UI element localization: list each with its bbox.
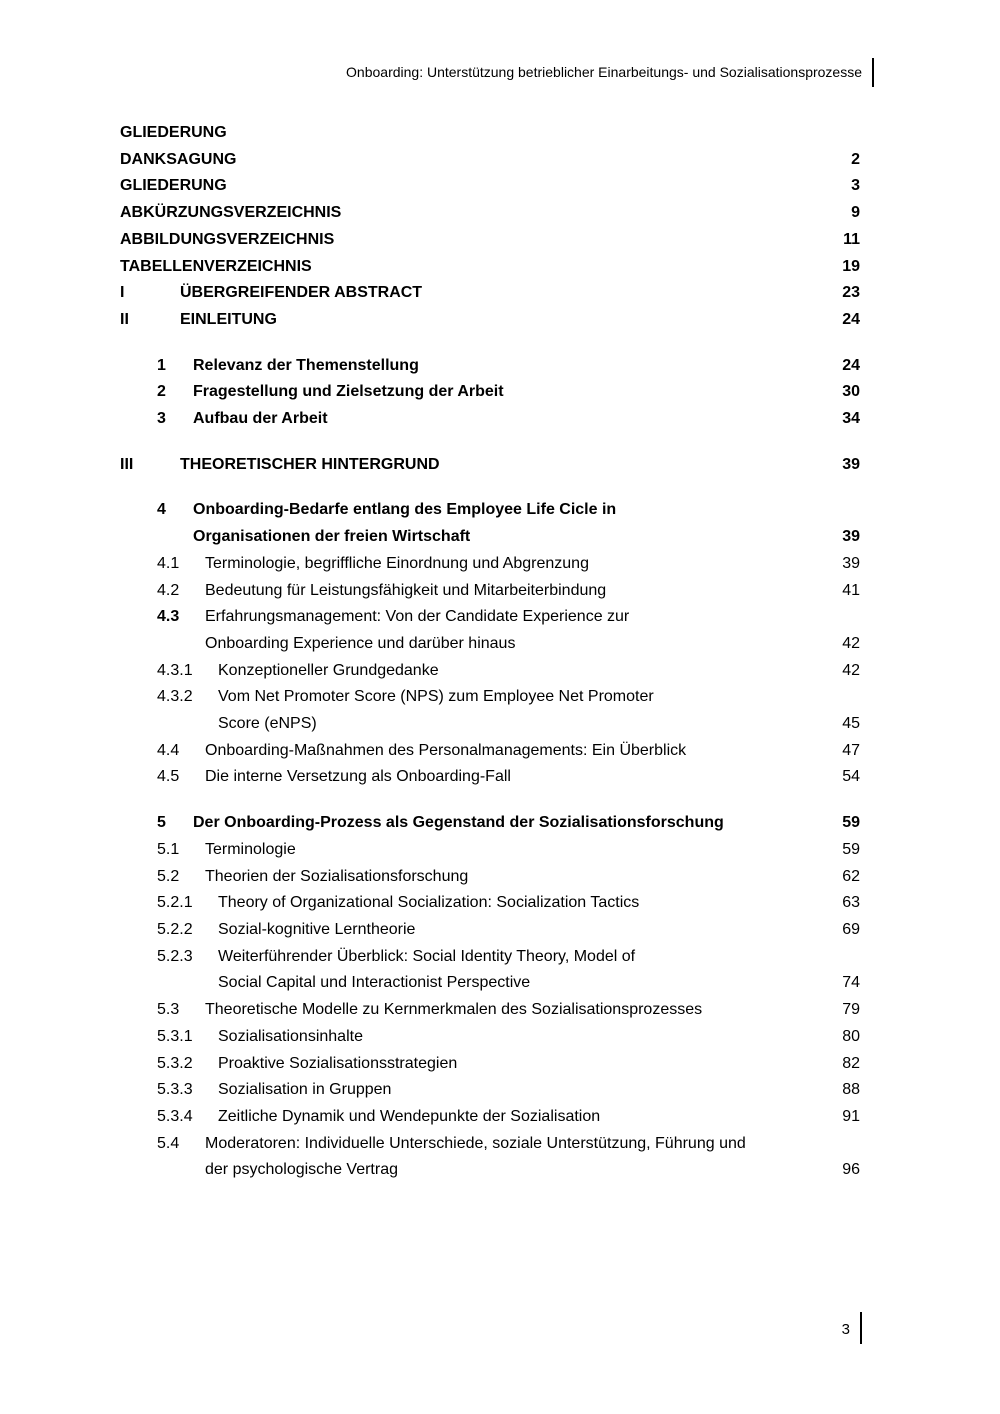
toc-entry-line: Sozialisationsinhalte bbox=[218, 1027, 363, 1045]
toc-entry-label bbox=[193, 379, 824, 406]
toc-entry-number: 5 bbox=[157, 814, 166, 832]
toc-entry-page: 80 bbox=[842, 1027, 860, 1045]
toc-entry bbox=[120, 864, 860, 891]
toc-list bbox=[120, 147, 860, 1184]
toc-entry-label bbox=[218, 684, 824, 737]
toc-entry-line: ÜBERGREIFENDER ABSTRACT bbox=[180, 284, 423, 302]
toc-entry-line: Theory of Organizational Socialization: Socialization Tactics bbox=[218, 894, 640, 912]
toc-entry bbox=[120, 684, 860, 737]
toc-entry-number: 2 bbox=[157, 383, 166, 401]
toc-entry-line: THEORETISCHER HINTERGRUND bbox=[180, 455, 440, 473]
toc-entry bbox=[120, 497, 860, 550]
toc-entry-number: 5.1 bbox=[157, 840, 180, 858]
toc-entry-number: 4.3.2 bbox=[157, 688, 193, 706]
toc-entry-number: 4.1 bbox=[157, 554, 180, 572]
toc-entry-line: Der Onboarding-Prozess als Gegenstand der Sozialisationsforschung bbox=[193, 814, 724, 832]
toc-entry-label bbox=[218, 658, 824, 685]
toc-entry-number: 4.4 bbox=[157, 741, 180, 759]
toc-entry bbox=[120, 1077, 860, 1104]
running-header: Onboarding: Unterstützung betrieblicher Einarbeitungs- und Sozialisationsprozesse bbox=[346, 64, 862, 80]
toc-entry-page: 41 bbox=[842, 581, 860, 599]
toc-entry-page: 63 bbox=[842, 894, 860, 912]
toc-entry-page: 62 bbox=[842, 867, 860, 885]
toc-entry-line: Onboarding-Maßnahmen des Personalmanagements: Ein Überblick bbox=[205, 741, 687, 759]
toc-entry bbox=[120, 578, 860, 605]
toc-entry-line: Sozialisation in Gruppen bbox=[218, 1081, 392, 1099]
toc-entry-line: Relevanz der Themenstellung bbox=[193, 356, 419, 374]
toc-entry-label bbox=[120, 227, 824, 254]
toc-entry-label bbox=[193, 406, 824, 433]
toc-entry bbox=[120, 917, 860, 944]
toc-entry-number: 5.2.2 bbox=[157, 920, 193, 938]
toc-entry-line: GLIEDERUNG bbox=[120, 177, 227, 195]
toc-entry-label bbox=[218, 890, 824, 917]
toc-entry-line: ABBILDUNGSVERZEICHNIS bbox=[120, 230, 335, 248]
toc-entry-page: 30 bbox=[842, 383, 860, 401]
toc-entry-label bbox=[180, 307, 824, 334]
toc-entry-label bbox=[218, 1024, 824, 1051]
toc-entry bbox=[120, 200, 860, 227]
toc-entry bbox=[120, 379, 860, 406]
toc-entry-number: 4 bbox=[157, 501, 166, 519]
toc-entry-page: 23 bbox=[842, 284, 860, 302]
table-of-contents bbox=[120, 120, 860, 1184]
toc-entry-label bbox=[205, 837, 824, 864]
toc-entry-number: 4.3 bbox=[157, 608, 180, 626]
toc-entry-page: 42 bbox=[842, 661, 860, 679]
toc-entry bbox=[120, 452, 860, 479]
toc-entry-label bbox=[120, 200, 824, 227]
toc-entry-label bbox=[205, 764, 824, 791]
toc-entry bbox=[120, 604, 860, 657]
toc-entry bbox=[120, 307, 860, 334]
toc-entry-line: Erfahrungsmanagement: Von der Candidate Experience zur bbox=[205, 608, 630, 626]
toc-entry-number: 3 bbox=[157, 410, 166, 428]
toc-entry-page: 42 bbox=[842, 634, 860, 652]
toc-entry-page: 82 bbox=[842, 1054, 860, 1072]
toc-entry-line: Score (eNPS) bbox=[218, 715, 317, 733]
toc-entry bbox=[120, 1051, 860, 1078]
toc-entry bbox=[120, 837, 860, 864]
toc-entry-label bbox=[205, 1131, 824, 1184]
toc-entry-page: 24 bbox=[842, 356, 860, 374]
toc-entry-label bbox=[218, 944, 824, 997]
toc-entry-line: Social Capital und Interactionist Perspective bbox=[218, 974, 531, 992]
toc-entry-number: 4.5 bbox=[157, 768, 180, 786]
toc-entry-label bbox=[180, 452, 824, 479]
toc-entry-label bbox=[193, 810, 824, 837]
toc-entry-page: 3 bbox=[851, 177, 860, 195]
toc-entry-line: Onboarding Experience und darüber hinaus bbox=[205, 634, 516, 652]
toc-entry-number: 4.3.1 bbox=[157, 661, 193, 679]
toc-entry-page: 59 bbox=[842, 840, 860, 858]
toc-entry-page: 39 bbox=[842, 554, 860, 572]
toc-entry-line: Fragestellung und Zielsetzung der Arbeit bbox=[193, 383, 504, 401]
toc-entry-line: Terminologie, begriffliche Einordnung und Abgrenzung bbox=[205, 554, 589, 572]
toc-entry-label bbox=[180, 280, 824, 307]
toc-entry-line: Organisationen der freien Wirtschaft bbox=[193, 528, 471, 546]
toc-entry bbox=[120, 227, 860, 254]
toc-entry-line: ABKÜRZUNGSVERZEICHNIS bbox=[120, 204, 342, 222]
toc-entry-label bbox=[120, 147, 824, 174]
toc-entry-line: Sozial-kognitive Lerntheorie bbox=[218, 920, 416, 938]
toc-entry-label bbox=[205, 551, 824, 578]
toc-entry-line: Terminologie bbox=[205, 840, 296, 858]
toc-entry-label bbox=[218, 917, 824, 944]
toc-entry-label bbox=[205, 578, 824, 605]
toc-entry-number: 5.2.1 bbox=[157, 894, 193, 912]
toc-entry-page: 59 bbox=[842, 814, 860, 832]
toc-entry-line: Proaktive Sozialisationsstrategien bbox=[218, 1054, 458, 1072]
toc-entry-page: 91 bbox=[842, 1107, 860, 1125]
toc-entry bbox=[120, 147, 860, 174]
toc-entry-line: Bedeutung für Leistungsfähigkeit und Mitarbeiterbindung bbox=[205, 581, 607, 599]
toc-entry bbox=[120, 173, 860, 200]
toc-entry-page: 79 bbox=[842, 1001, 860, 1019]
toc-entry-page: 39 bbox=[842, 455, 860, 473]
header-rule bbox=[872, 58, 874, 87]
toc-entry-number: 5.3.1 bbox=[157, 1027, 193, 1045]
toc-entry-page: 11 bbox=[843, 230, 860, 248]
toc-entry-page: 45 bbox=[842, 715, 860, 733]
toc-entry-label bbox=[120, 173, 824, 200]
toc-entry-number: 5.3.3 bbox=[157, 1081, 193, 1099]
toc-entry-number: 5.2.3 bbox=[157, 947, 193, 965]
toc-entry bbox=[120, 1024, 860, 1051]
toc-entry-label bbox=[218, 1051, 824, 1078]
toc-entry bbox=[120, 658, 860, 685]
toc-entry-line: Theoretische Modelle zu Kernmerkmalen des Sozialisationsprozesses bbox=[205, 1001, 703, 1019]
toc-entry-page: 69 bbox=[842, 920, 860, 938]
toc-entry-page: 34 bbox=[842, 410, 860, 428]
toc-entry-page: 88 bbox=[842, 1081, 860, 1099]
toc-entry-page: 2 bbox=[851, 150, 860, 168]
toc-entry-line: TABELLENVERZEICHNIS bbox=[120, 257, 312, 275]
toc-entry-line: DANKSAGUNG bbox=[120, 150, 237, 168]
toc-entry bbox=[120, 890, 860, 917]
toc-entry-label bbox=[205, 738, 824, 765]
toc-entry-page: 24 bbox=[842, 310, 860, 328]
toc-entry-number: 5.2 bbox=[157, 867, 180, 885]
toc-entry-page: 54 bbox=[842, 768, 860, 786]
toc-entry-label bbox=[193, 497, 824, 550]
toc-entry bbox=[120, 764, 860, 791]
toc-entry-line: Vom Net Promoter Score (NPS) zum Employee Net Promoter bbox=[218, 688, 654, 706]
toc-entry-line: Konzeptioneller Grundgedanke bbox=[218, 661, 439, 679]
toc-entry-label bbox=[205, 864, 824, 891]
toc-entry bbox=[120, 353, 860, 380]
toc-entry-line: Aufbau der Arbeit bbox=[193, 410, 328, 428]
toc-entry-number: 5.3.4 bbox=[157, 1107, 193, 1125]
toc-entry bbox=[120, 1131, 860, 1184]
toc-entry-label bbox=[205, 997, 824, 1024]
toc-entry bbox=[120, 551, 860, 578]
toc-entry-line: Die interne Versetzung als Onboarding-Fall bbox=[205, 768, 511, 786]
toc-entry-number: 5.4 bbox=[157, 1134, 180, 1152]
toc-entry-label bbox=[120, 254, 824, 281]
footer-rule bbox=[860, 1312, 862, 1344]
toc-entry bbox=[120, 810, 860, 837]
toc-entry bbox=[120, 280, 860, 307]
toc-entry-line: Theorien der Sozialisationsforschung bbox=[205, 867, 469, 885]
toc-entry bbox=[120, 738, 860, 765]
toc-entry-number: I bbox=[120, 284, 125, 302]
toc-entry-page: 74 bbox=[842, 974, 860, 992]
toc-entry bbox=[120, 1104, 860, 1131]
toc-entry-label bbox=[218, 1104, 824, 1131]
footer-page-number: 3 bbox=[841, 1321, 850, 1338]
toc-entry-number: 4.2 bbox=[157, 581, 180, 599]
toc-entry-page: 9 bbox=[851, 204, 860, 222]
toc-entry-number: 5.3.2 bbox=[157, 1054, 193, 1072]
toc-entry bbox=[120, 997, 860, 1024]
toc-entry-label bbox=[218, 1077, 824, 1104]
toc-entry-page: 47 bbox=[842, 741, 860, 759]
toc-entry-number: 5.3 bbox=[157, 1001, 180, 1019]
toc-entry-line: Onboarding-Bedarfe entlang des Employee Life Cicle in bbox=[193, 501, 617, 519]
toc-entry bbox=[120, 254, 860, 281]
toc-entry bbox=[120, 944, 860, 997]
page-title: GLIEDERUNG bbox=[120, 124, 227, 141]
toc-entry-line: Zeitliche Dynamik und Wendepunkte der Sozialisation bbox=[218, 1107, 601, 1125]
toc-entry bbox=[120, 406, 860, 433]
toc-entry-page: 19 bbox=[842, 257, 860, 275]
toc-entry-line: Weiterführender Überblick: Social Identity Theory, Model of bbox=[218, 947, 636, 965]
toc-entry-number: III bbox=[120, 455, 134, 473]
toc-entry-line: EINLEITUNG bbox=[180, 310, 277, 328]
toc-entry-label bbox=[205, 604, 824, 657]
toc-entry-line: der psychologische Vertrag bbox=[205, 1161, 398, 1179]
toc-entry-page: 39 bbox=[842, 528, 860, 546]
toc-entry-number: 1 bbox=[157, 356, 166, 374]
toc-entry-label bbox=[193, 353, 824, 380]
toc-entry-number: II bbox=[120, 310, 129, 328]
toc-entry-line: Moderatoren: Individuelle Unterschiede, soziale Unterstützung, Führung und bbox=[205, 1134, 746, 1152]
toc-entry-page: 96 bbox=[842, 1161, 860, 1179]
